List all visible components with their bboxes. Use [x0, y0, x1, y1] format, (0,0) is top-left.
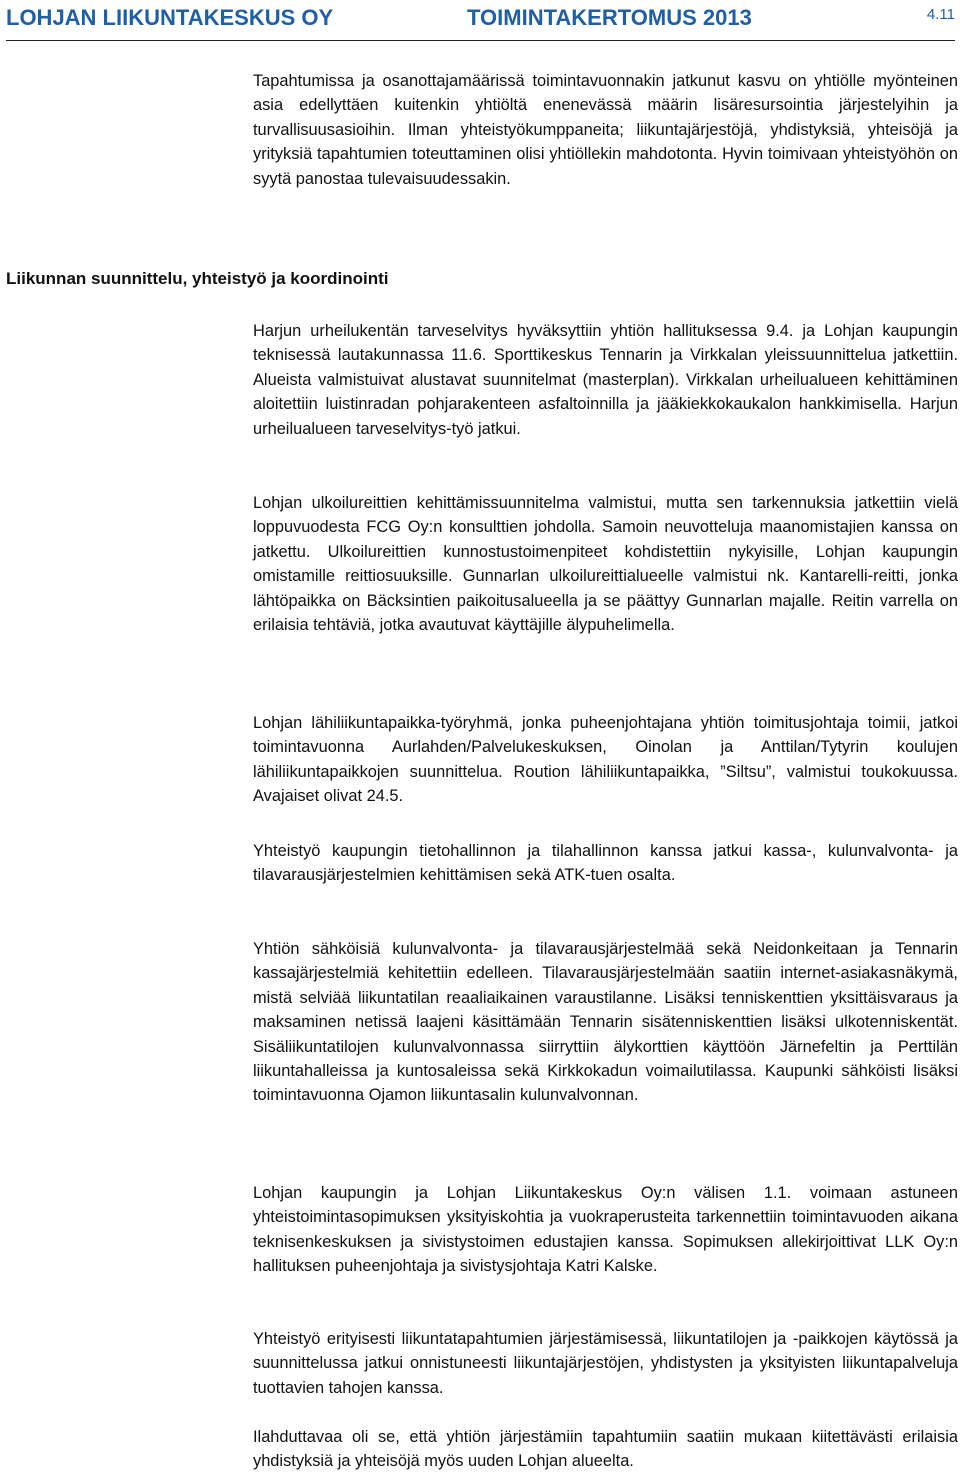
paragraph-cooperation-agreement: Lohjan kaupungin ja Lohjan Liikuntakeskus Oy:n välisen 1.1. voimaan astuneen yhteistoimintasopimuksen yksityiskohtia ja vuokraperusteita tarkennettiin toimintavuoden aikana teknisenkeskuksen ja sivistystoimen edustajien kanssa. Sopimuksen allekirjoittivat LLK Oy:n hallituksen puheenjohtaja ja sivistysjohtaja Katri Kalske.	[253, 1184, 958, 1276]
document-title: TOIMINTAKERTOMUS 2013	[467, 5, 752, 30]
paragraph-local-sports-venues: Lohjan lähiliikuntapaikka-työryhmä, jonka puheenjohtajana yhtiön toimitusjohtaja toimii, jatkoi toimintavuonna Aurlahden/Palvelukeskuksen, Oinolan ja Anttilan/Tytyrin koulujen lähiliikuntapaikkojen suunnittelua. Roution lähiliikuntapaikka, ”Siltsu”, valmistui toukokuussa. Avajaiset olivat 24.5.	[253, 714, 958, 806]
paragraph-access-control: Yhtiön sähköisiä kulunvalvonta- ja tilavarausjärjestelmää sekä Neidonkeitaan ja Tennarin kassajärjestelmiä kehitettiin edelleen. Tilavarausjärjestelmään saatiin internet-asiakasnäkymä, mistä selviää liikuntatilan reaaliaikainen varaustilanne. Lisäksi tenniskenttien yksittäisvaraus ja maksaminen netissä laajeni käsittämään Tennarin sisätenniskenttien lisäksi ulkotenniskentät. Sisäliikuntatilojen kulunvalvonnassa siirryttiin älykorttien käyttöön Järnefeltin ja Perttilän liikuntahalleissa ja kuntosaleissa sekä Kirkkokadun voimailutilassa. Kaupunki sähköisti lisäksi toimintavuonna Ojamon liikuntasalin kulunvalvonnan.	[253, 940, 958, 1105]
header-divider	[6, 40, 955, 41]
paragraph-outdoor-trails: Lohjan ulkoilureittien kehittämissuunnitelma valmistui, mutta sen tarkennuksia jatkettiin vielä loppuvuodesta FCG Oy:n konsulttien johdolla. Samoin neuvotteluja maanomistajien kanssa on jatkettu. Ulkoilureittien kunnostustoimenpiteet kohdistettiin nykyisille, Lohjan kaupungin omistamille reittiosuuksille. Gunnarlan ulkoilureittialueelle valmistui nk. Kantarelli-reitti, jonka lähtöpaikka on Bäcksintien paikoitusalueella ja se päättyy Gunnarlan majalle. Reitin varrella on erilaisia tehtäviä, jotka avautuvat käyttäjille älypuhelimella.	[253, 494, 958, 635]
organization-name: LOHJAN LIIKUNTAKESKUS OY	[6, 5, 334, 30]
paragraph-associations: Ilahduttavaa oli se, että yhtiön järjestämiin tapahtumiin saatiin mukaan kiitettävästi erilaisia yhdistyksiä ja yhteisöjä myös uuden Lohjan alueelta.	[253, 1428, 958, 1471]
page-header	[0, 0, 960, 40]
intro-paragraph: Tapahtumissa ja osanottajamäärissä toimintavuonnakin jatkunut kasvu on yhtiölle myönteinen asia edellyttäen kuitenkin yhtiöltä enenevässä määrin lisäresursointia järjestelyihin ja turvallisuusasioihin. Ilman yhteistyökumppaneita; liikuntajärjestöjä, yhdistyksiä, yhteisöjä ja yrityksiä tapahtumien toteuttaminen olisi yhtiöllekin mahdotonta. Hyvin toimivaan yhteistyöhön on syytä panostaa tulevaisuudessakin.	[253, 72, 958, 188]
paragraph-it-cooperation: Yhteistyö kaupungin tietohallinnon ja tilahallinnon kanssa jatkui kassa-, kulunvalvonta- ja tilavarausjärjestelmien kehittämisen sekä ATK-tuen osalta.	[253, 842, 958, 885]
paragraph-harju: Harjun urheilukentän tarveselvitys hyväksyttiin yhtiön hallituksessa 9.4. ja Lohjan kaupungin teknisessä lautakunnassa 11.6. Sporttikeskus Tennarin ja Virkkalan yleissuunnittelua jatkettiin. Alueista valmistuivat alustavat suunnitelmat (masterplan). Virkkalan urheilualueen kehittäminen aloitettiin luistinradan pohjarakenteen asfaltoinnilla ja jääkiekkokaukalon hankkimisella. Harjun urheilualueen tarveselvitys-työ jatkui.	[253, 322, 958, 438]
page-number: 4.11	[926, 6, 955, 23]
paragraph-event-cooperation: Yhteistyö erityisesti liikuntatapahtumien järjestämisessä, liikuntatilojen ja -paikkojen käytössä ja suunnittelussa jatkui onnistuneesti liikuntajärjestöjen, yhdistysten ja yksityisten liikuntapalveluja tuottavien tahojen kanssa.	[253, 1330, 958, 1397]
section-heading: Liikunnan suunnittelu, yhteistyö ja koordinointi	[6, 269, 389, 288]
